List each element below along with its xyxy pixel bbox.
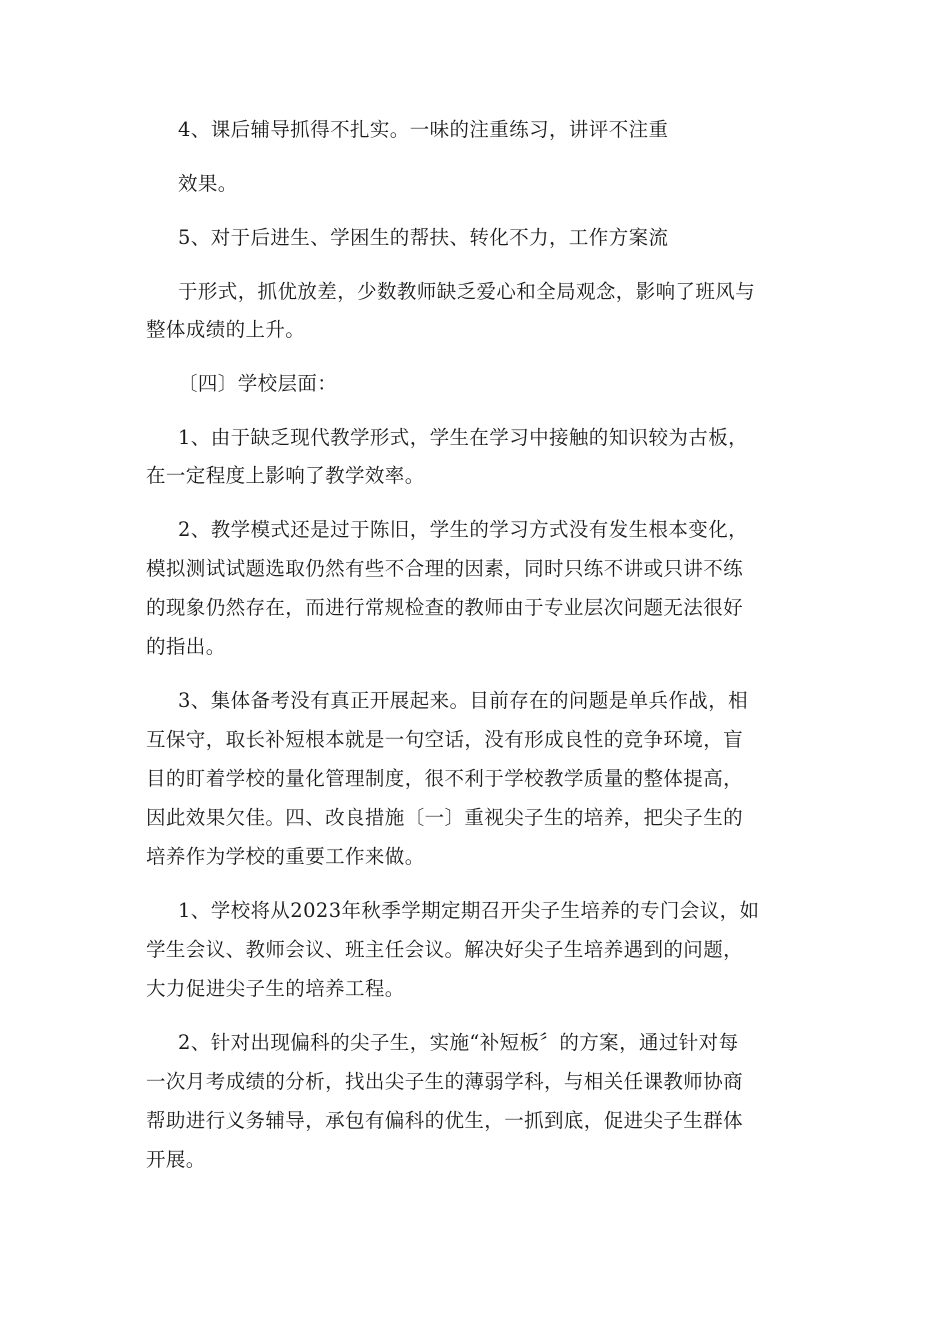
- text-line: 1、学校将从2023年秋季学期定期召开尖子生培养的专门会议，如: [178, 899, 760, 922]
- text-line: 学生会议、教师会议、班主任会议。解决好尖子生培养遇到的问题，: [146, 938, 744, 961]
- text-line: 培养作为学校的重要工作来做。: [146, 845, 425, 868]
- text-line: 1、由于缺乏现代教学形式，学生在学习中接触的知识较为古板，: [178, 426, 749, 449]
- text-line: 互保守，取长补短根本就是一句空话，没有形成良性的竞争环境，盲: [146, 728, 744, 751]
- text-line: 4、课后辅导抓得不扎实。一味的注重练习，讲评不注重: [178, 118, 669, 141]
- text-line: 开展。: [146, 1148, 206, 1171]
- text-line: 3、集体备考没有真正开展起来。目前存在的问题是单兵作战，相: [178, 689, 749, 712]
- text-line: 于形式，抓优放差，少数教师缺乏爱心和全局观念，影响了班风与: [178, 280, 756, 303]
- text-line: 帮助进行义务辅导，承包有偏科的优生，一抓到底，促进尖子生群体: [146, 1109, 744, 1132]
- text-line: 整体成绩的上升。: [146, 318, 306, 341]
- text-line: 模拟测试试题选取仍然有些不合理的因素，同时只练不讲或只讲不练: [146, 557, 744, 580]
- text-line: 因此效果欠佳。四、改良措施〔一〕重视尖子生的培养，把尖子生的: [146, 806, 744, 829]
- text-line: 的指出。: [146, 635, 226, 658]
- text-line: 大力促进尖子生的培养工程。: [146, 977, 405, 1000]
- text-line: 在一定程度上影响了教学效率。: [146, 464, 425, 487]
- text-line: 2、针对出现偏科的尖子生，实施“补短板〞的方案，通过针对每: [178, 1031, 739, 1054]
- text-line: 目的盯着学校的量化管理制度，很不利于学校教学质量的整体提高，: [146, 767, 744, 790]
- text-line: 效果。: [178, 172, 238, 195]
- section-heading: 〔四〕学校层面：: [178, 372, 338, 395]
- text-line: 的现象仍然存在，而进行常规检查的教师由于专业层次问题无法很好: [146, 596, 744, 619]
- text-line: 2、教学模式还是过于陈旧，学生的学习方式没有发生根本变化，: [178, 518, 749, 541]
- text-line: 一次月考成绩的分析，找出尖子生的薄弱学科，与相关任课教师协商: [146, 1070, 744, 1093]
- text-line: 5、对于后进生、学困生的帮扶、转化不力，工作方案流: [178, 226, 669, 249]
